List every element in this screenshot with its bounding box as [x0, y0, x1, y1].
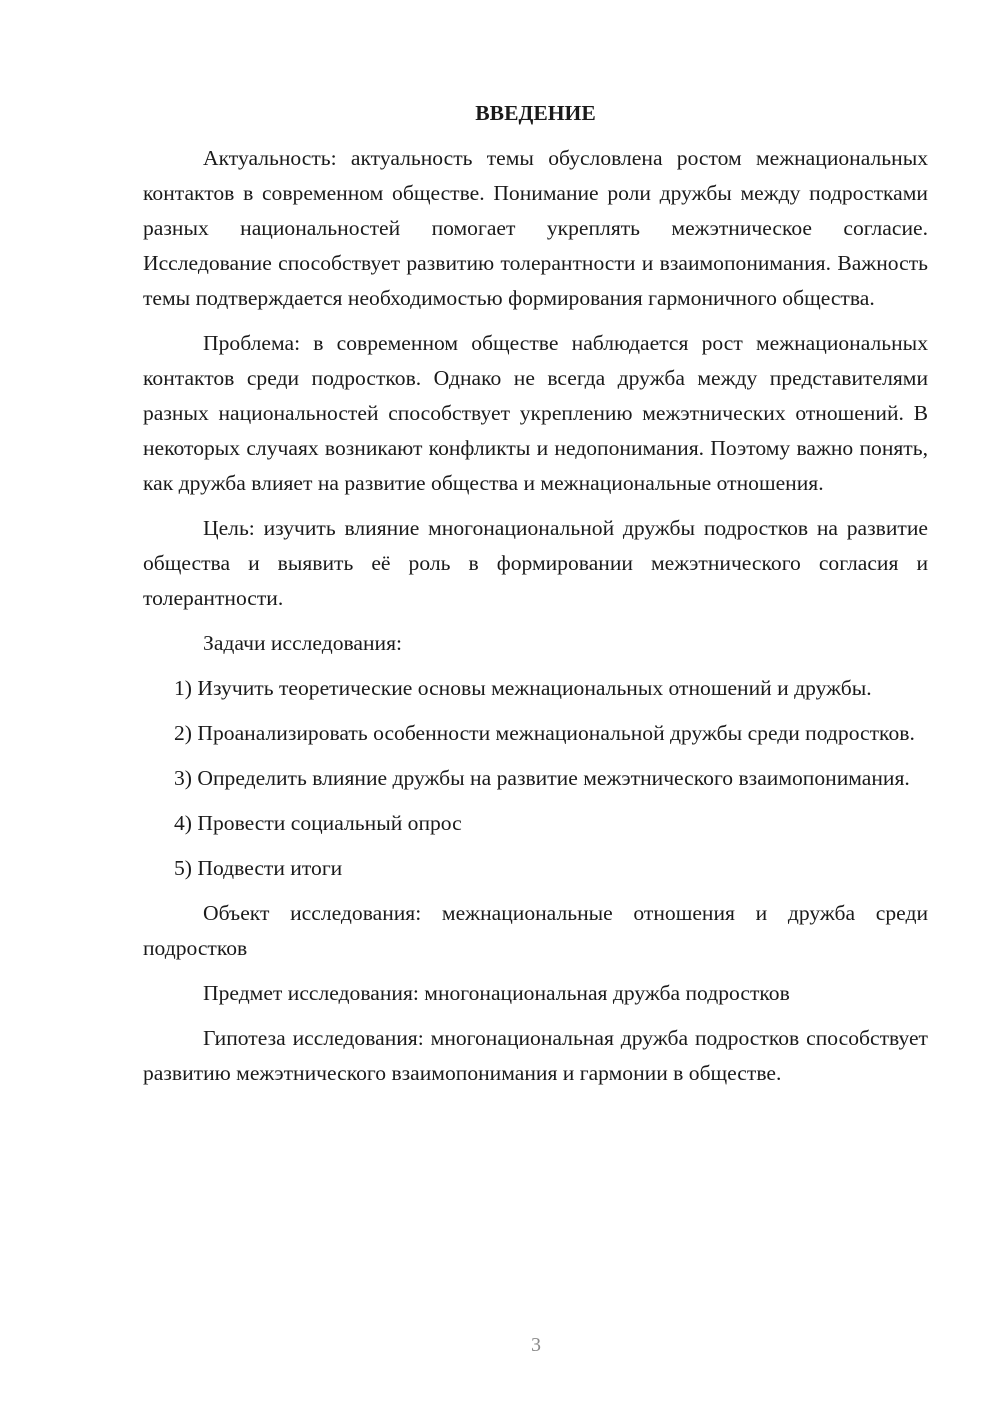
page-number: 3	[531, 1334, 541, 1356]
task-item-3: 3) Определить влияние дружбы на развитие межэтнического взаимопонимания.	[174, 766, 910, 790]
page-content	[143, 96, 928, 1101]
problem-paragraph: Проблема: в современном обществе наблюдается рост межнациональных контактов среди подростков. Однако не всегда дружба между представителями разных национальностей способствует укреплению межэтнических отношений. В некоторых случаях возникают конфликты и недопонимания. Поэтому важно понять, как дружба влияет на развитие общества и межнациональные отношения.	[143, 331, 928, 495]
subject-paragraph: Предмет исследования: многонациональная дружба подростков	[203, 981, 790, 1005]
task-item-4: 4) Провести социальный опрос	[174, 811, 462, 835]
task-item-1: 1) Изучить теоретические основы межнациональных отношений и дружбы.	[174, 676, 872, 700]
object-paragraph: Объект исследования: межнациональные отношения и дружба среди подростков	[143, 901, 928, 960]
goal-paragraph: Цель: изучить влияние многонациональной дружбы подростков на развитие общества и выявить её роль в формировании межэтнического согласия и толерантности.	[143, 516, 928, 610]
relevance-paragraph: Актуальность: актуальность темы обусловлена ростом межнациональных контактов в современном обществе. Понимание роли дружбы между подростками разных национальностей помогает укреплять межэтническое согласие. Исследование способствует развитию толерантности и взаимопонимания. Важность темы подтверждается необходимостью формирования гармоничного общества.	[143, 146, 928, 310]
task-item-5: 5) Подвести итоги	[174, 856, 343, 880]
section-title: ВВЕДЕНИЕ	[475, 101, 596, 125]
hypothesis-paragraph: Гипотеза исследования: многонациональная дружба подростков способствует развитию межэтнического взаимопонимания и гармонии в обществе.	[143, 1026, 928, 1085]
tasks-heading: Задачи исследования:	[203, 631, 403, 655]
task-item-2: 2) Проанализировать особенности межнациональной дружбы среди подростков.	[174, 721, 915, 745]
